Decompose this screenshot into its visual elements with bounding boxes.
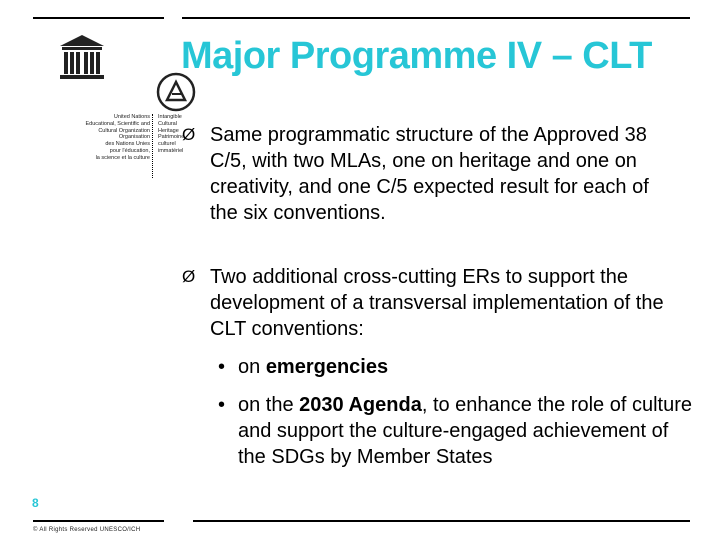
- dot-bullet-icon: •: [218, 394, 226, 416]
- bottom-rule-right: [193, 520, 690, 522]
- sub-bullet-prefix: on: [238, 356, 266, 378]
- sub-bullet-emphasis: emergencies: [265, 356, 389, 378]
- sub-bullet-text: [218, 392, 696, 470]
- unesco-org-name: United Nations Educational, Scientific and Cultural Organization Organisation des Nations Unies pour l'éducation, la science et la culture: [85, 114, 150, 161]
- ich-org-name: Intangible Cultural Heritage Patrimoine culturel immatériel: [158, 114, 185, 154]
- sub-bullet-suffix: , to enhance the role of culture and support the culture-engaged achievement of the SDGs by Member States: [238, 394, 693, 468]
- arrow-bullet-icon: Ø: [182, 125, 196, 144]
- sub-bullet-text: [218, 354, 688, 380]
- bottom-rule-left: [33, 520, 164, 522]
- logo-divider: [152, 114, 153, 178]
- sub-bullet-item: [218, 354, 688, 380]
- top-rule-left: [33, 17, 164, 19]
- top-rule-right: [182, 17, 690, 19]
- bullet-text: Two additional cross-cutting ERs to support the development of a transversal implementation of the CLT conventions:: [210, 266, 664, 340]
- slide-title: Major Programme IV – CLT: [181, 35, 652, 77]
- sub-bullet-item: [218, 392, 696, 470]
- copyright-notice: © All Rights Reserved UNESCO/ICH: [33, 527, 141, 533]
- bullet-item: [182, 264, 682, 342]
- sub-bullet-prefix: on the: [238, 394, 300, 416]
- unesco-temple-icon: [58, 34, 106, 80]
- arrow-bullet-icon: Ø: [182, 267, 196, 286]
- bullet-text: Same programmatic structure of the Approved 38 C/5, with two MLAs, one on heritage and one on creativity, and one C/5 expected result for each of the six conventions.: [210, 124, 649, 224]
- unesco-logo-block: [40, 34, 185, 161]
- page-number: 8: [32, 496, 39, 510]
- bullet-item: [182, 122, 682, 226]
- sub-bullet-emphasis: 2030 Agenda: [299, 394, 422, 416]
- dot-bullet-icon: •: [218, 356, 226, 378]
